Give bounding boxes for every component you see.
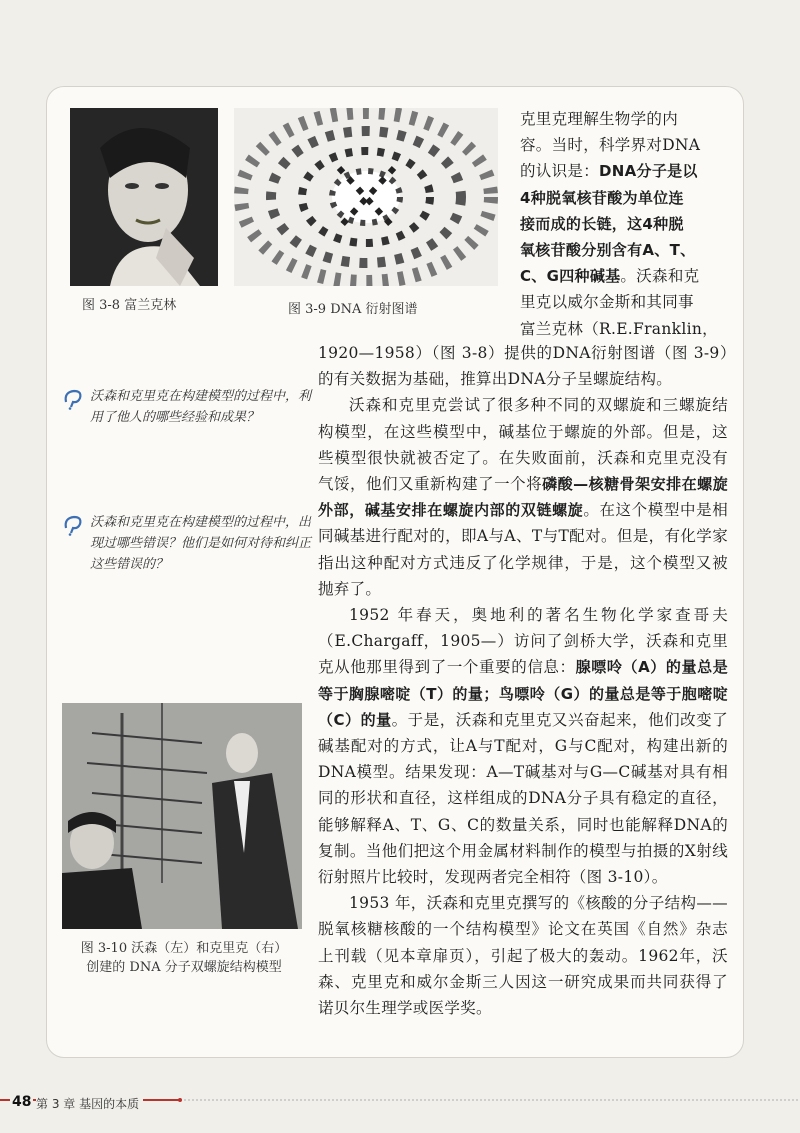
column-line: 接而成的长链，这4种脱 [520,214,684,233]
column-line: C、G四种碱基。沃森和克 [520,267,700,286]
column-line: 克里克理解生物学的内 [520,110,679,128]
franklin-photo [70,108,218,286]
column-line: 的认识是：DNA分子是以 [520,162,698,181]
page-number: 48 [12,1094,32,1110]
fig310-caption: 图 3-10 沃森（左）和克里克（右） 创建的 DNA 分子双螺旋结构模型 [80,941,288,975]
column-line: 里克以威尔金斯和其同事 [520,293,694,312]
column-line: 4种脱氧核苷酸为单位连 [520,188,684,207]
main-text [318,340,728,1021]
paragraph-4: 1953 年，沃森和克里克撰写的《核酸的分子结构——脱氧核糖核酸的一个结构模型》论文在英国《自然》杂志上刊载（见本章扉页），引起了极大的轰动。1962年，沃森、克里克和威尔金斯三人因这一研究成果而共同获得了诺贝尔生理学或医学奖。 [318,894,728,1018]
paragraph-3: 1952 年春天，奥地利的著名生物化学家查哥夫（E.Chargaff，1905—）访问了剑桥大学，沃森和克里克从他那里得到了一个重要的信息：腺嘌呤（A）的量总是等于胸腺嘧啶（T）的量；鸟嘌呤（G）的量总是等于胞嘧啶（C）的量。于是，沃森和克里克又兴奋起来，他们改变了碱基配对的方式，让A与T配对，G与C配对，构建出新的DNA模型。结果发现：A—T碱基对与G—C碱基对具有相同的形状和直径，这样组成的DNA分子具有稳定的直径，能够解释A、T、G、C的数量关系，同时也能解释DNA的复制。当他们把这个用金属材料制作的模型与拍摄的X射线衍射照片比较时，发现两者完全相符（图 3-10）。 [318,606,728,887]
question-2: 沃森和克里克在构建模型的过程中，出现过哪些错误？他们是如何对待和纠正这些错误的？ [62,512,322,575]
fig38-caption: 图 3-8 富兰克林 [82,298,177,313]
question-1: 沃森和克里克在构建模型的过程中，利用了他人的哪些经验和成果？ [62,386,322,428]
fig39-caption: 图 3-9 DNA 衍射图谱 [288,302,418,317]
column-line: 氧核苷酸分别含有A、T、 [520,241,696,260]
dna-diffraction-image [234,108,498,286]
question-icon [62,514,84,536]
chapter-title: 第 3 章 基因的本质 [36,1095,143,1112]
top-right-column [520,106,728,342]
paragraph-1-continued: 1920—1958）（图 3-8）提供的DNA衍射图谱（图 3-9）的有关数据为基础，推算出DNA分子呈螺旋结构。 [318,344,728,389]
column-line: 容。当时，科学界对DNA [520,136,701,155]
column-line: 富兰克林（R.E.Franklin， [520,319,718,338]
watson-crick-photo [62,703,302,929]
paragraph-2: 沃森和克里克尝试了很多种不同的双螺旋和三螺旋结构模型，在这些模型中，碱基位于螺旋的外部。但是，这些模型很快就被否定了。在失败面前，沃森和克里克没有气馁，他们又重新构建了一个将磷酸—核糖骨架安排在螺旋外部，碱基安排在螺旋内部的双链螺旋。在这个模型中是相同碱基进行配对的，即A与A、T与T配对。但是，有化学家指出这种配对方式违反了化学规律，于是，这个模型又被抛弃了。 [318,396,729,598]
question-icon [62,388,84,410]
